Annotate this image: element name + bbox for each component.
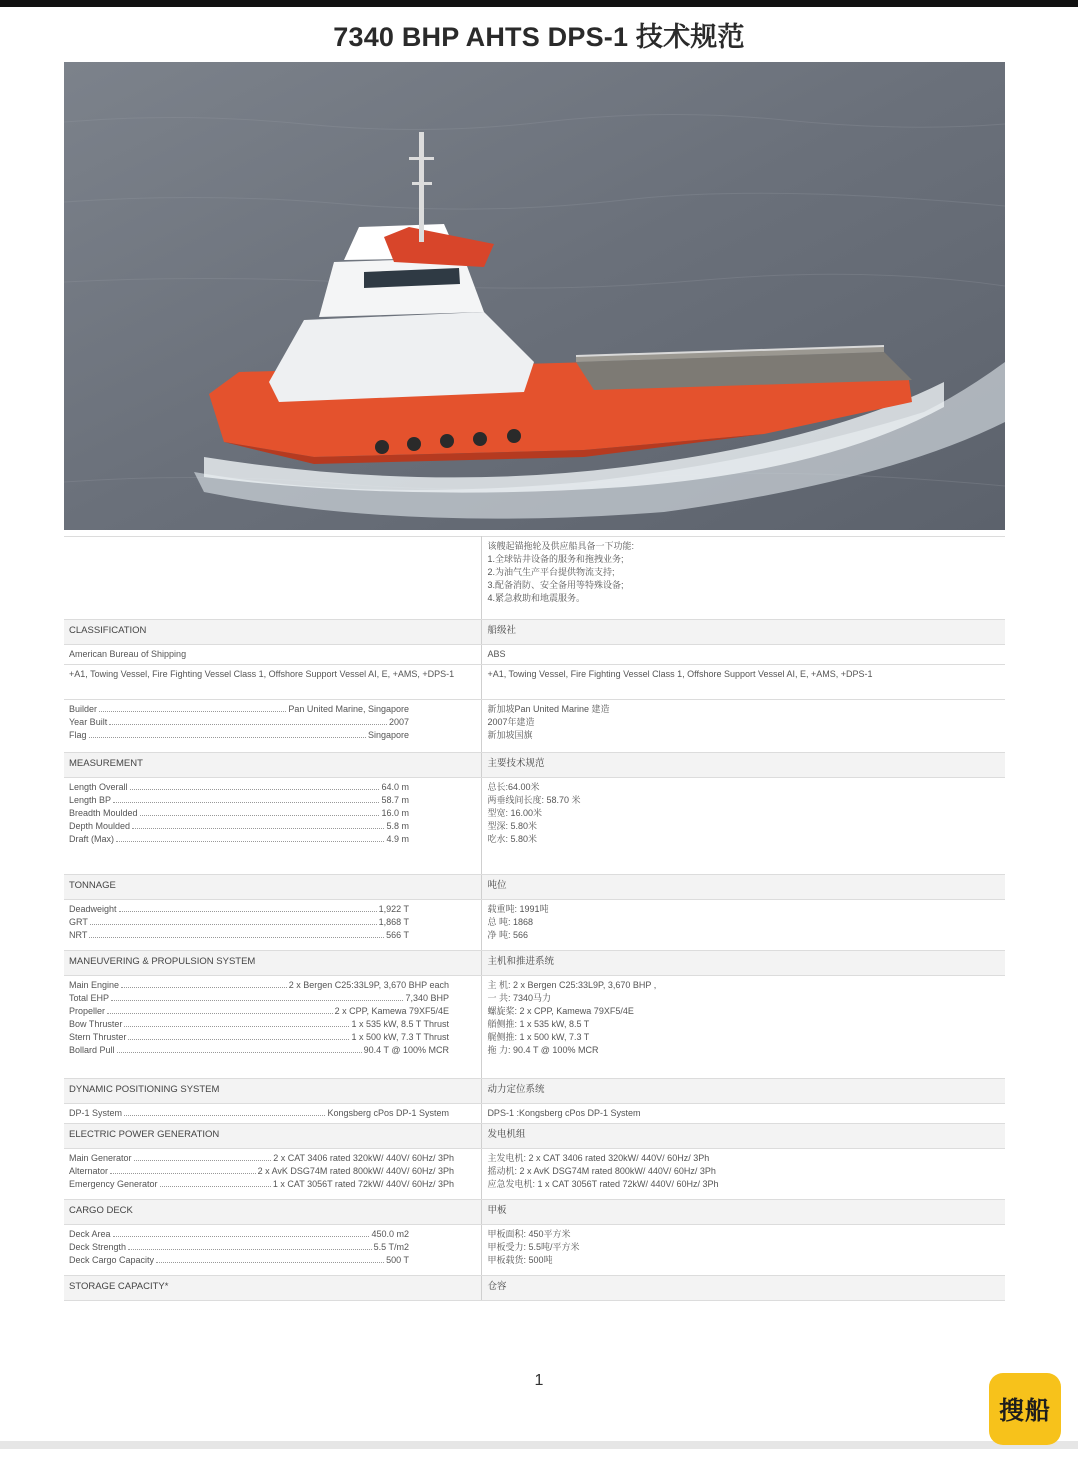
page-number: 1 bbox=[534, 1372, 544, 1389]
storage-header-row: STORAGE CAPACITY* 仓容 bbox=[64, 1276, 1005, 1301]
classification-header-row bbox=[64, 620, 1005, 645]
power-header-row: ELECTRIC POWER GENERATION 发电机组 bbox=[64, 1124, 1005, 1149]
dp-header-row: DYNAMIC POSITIONING SYSTEM 动力定位系统 bbox=[64, 1079, 1005, 1104]
power-row: Main Generator 2 x CAT 3406 rated 320kW/ 440V/ 60Hz/ 3Ph Alternator 2 x AvK DSG74M rated 800kW/ 440V/ 60Hz/ 3Ph Emergency Generator 1 x CAT 3056T rated 72kW/ 440V/ 60Hz/ 3Ph 主发电机: 2 x CAT 3406 rated 320kW/ 440V/ 60Hz/ 3Ph 摇动机: 2 x AvK DSG74M rated 800kW/ 440V/ 60Hz/ 3Ph 应急发电机: 1 x CAT 3056T rated 72kW/ 440V/ 60Hz/ 3Ph bbox=[64, 1149, 1005, 1200]
measurement-header-row: MEASUREMENT 主要技术规范 bbox=[64, 753, 1005, 778]
classification-header: CLASSIFICATION bbox=[64, 620, 482, 645]
intro-cn: 该艘起锚拖轮及供应船具备一下功能: 1.全球钻井设备的服务和拖拽业务; 2.为油气生产平台提供物流支持; 3.配备消防、安全备用等特殊设备; 4.紧急救助和地震服务。 bbox=[482, 537, 1005, 620]
ship-illustration bbox=[64, 62, 1005, 530]
spec-table bbox=[64, 536, 1005, 1301]
propulsion-header-row: MANEUVERING & PROPULSION SYSTEM 主机和推进系统 bbox=[64, 951, 1005, 976]
vessel-photo bbox=[64, 62, 1005, 530]
top-bar bbox=[0, 0, 1078, 7]
tonnage-row: Deadweight 1,922 T GRT 1,868 T NRT 566 T 载重吨: 1991吨 总 吨: 1868 净 吨: 566 bbox=[64, 900, 1005, 951]
build-row: Builder Pan United Marine, Singapore Year Built 2007 Flag Singapore 新加坡Pan United Marine 建造 2007年建造 新加坡国旗 bbox=[64, 700, 1005, 753]
spec-sheet bbox=[64, 536, 1005, 1301]
classification-header-cn: 船级社 bbox=[482, 620, 1005, 645]
propulsion-row: Main Engine 2 x Bergen C25:33L9P, 3,670 BHP each Total EHP 7,340 BHP Propeller 2 x CPP, Kamewa 79XF5/4E Bow Thruster 1 x 535 kW, 8.5 T Thrust Stern Thruster 1 x 500 kW, 7.3 T Thrust Bollard Pull 90.4 T @ 100% MCR 主 机: 2 x Bergen C25:33L9P, 3,670 BHP , 一 共: 7340马力 螺旋桨: 2 x CPP, Kamewa 79XF5/4E 艏侧推: 1 x 535 kW, 8.5 T 艉侧推: 1 x 500 kW, 7.3 T 拖 力: 90.4 T @ 100% MCR bbox=[64, 976, 1005, 1079]
soship-app-badge[interactable]: 搜船 bbox=[989, 1373, 1061, 1445]
tonnage-header-row: TONNAGE 吨位 bbox=[64, 875, 1005, 900]
measurement-row: Length Overall 64.0 m Length BP 58.7 m Breadth Moulded 16.0 m Depth Moulded 5.8 m Draft (Max) 4.9 m 总长:64.00米 两垂线间长度: 58.70 米 型宽: 16.00米 型深: 5.80米 吃水: 5.80米 bbox=[64, 778, 1005, 875]
cargo-row: Deck Area 450.0 m2 Deck Strength 5.5 T/m2 Deck Cargo Capacity 500 T 甲板面积: 450平方米 甲板受力: 5.5吨/平方米 甲板载货: 500吨 bbox=[64, 1225, 1005, 1276]
society-row: American Bureau of Shipping ABS bbox=[64, 645, 1005, 665]
bottom-bar bbox=[0, 1441, 1078, 1449]
document-title: 7340 BHP AHTS DPS-1 技术规范 bbox=[333, 22, 745, 52]
dp-row: DP-1 System Kongsberg cPos DP-1 System DPS-1 :Kongsberg cPos DP-1 System bbox=[64, 1104, 1005, 1124]
intro-row bbox=[64, 537, 1005, 620]
notation-row: +A1, Towing Vessel, Fire Fighting Vessel Class 1, Offshore Support Vessel AI, E, +AMS, +DPS-1 +A1, Towing Vessel, Fire Fighting Vessel Class 1, Offshore Support Vessel AI, E, +AMS, +DPS-1 bbox=[64, 665, 1005, 700]
cargo-header-row: CARGO DECK 甲板 bbox=[64, 1200, 1005, 1225]
